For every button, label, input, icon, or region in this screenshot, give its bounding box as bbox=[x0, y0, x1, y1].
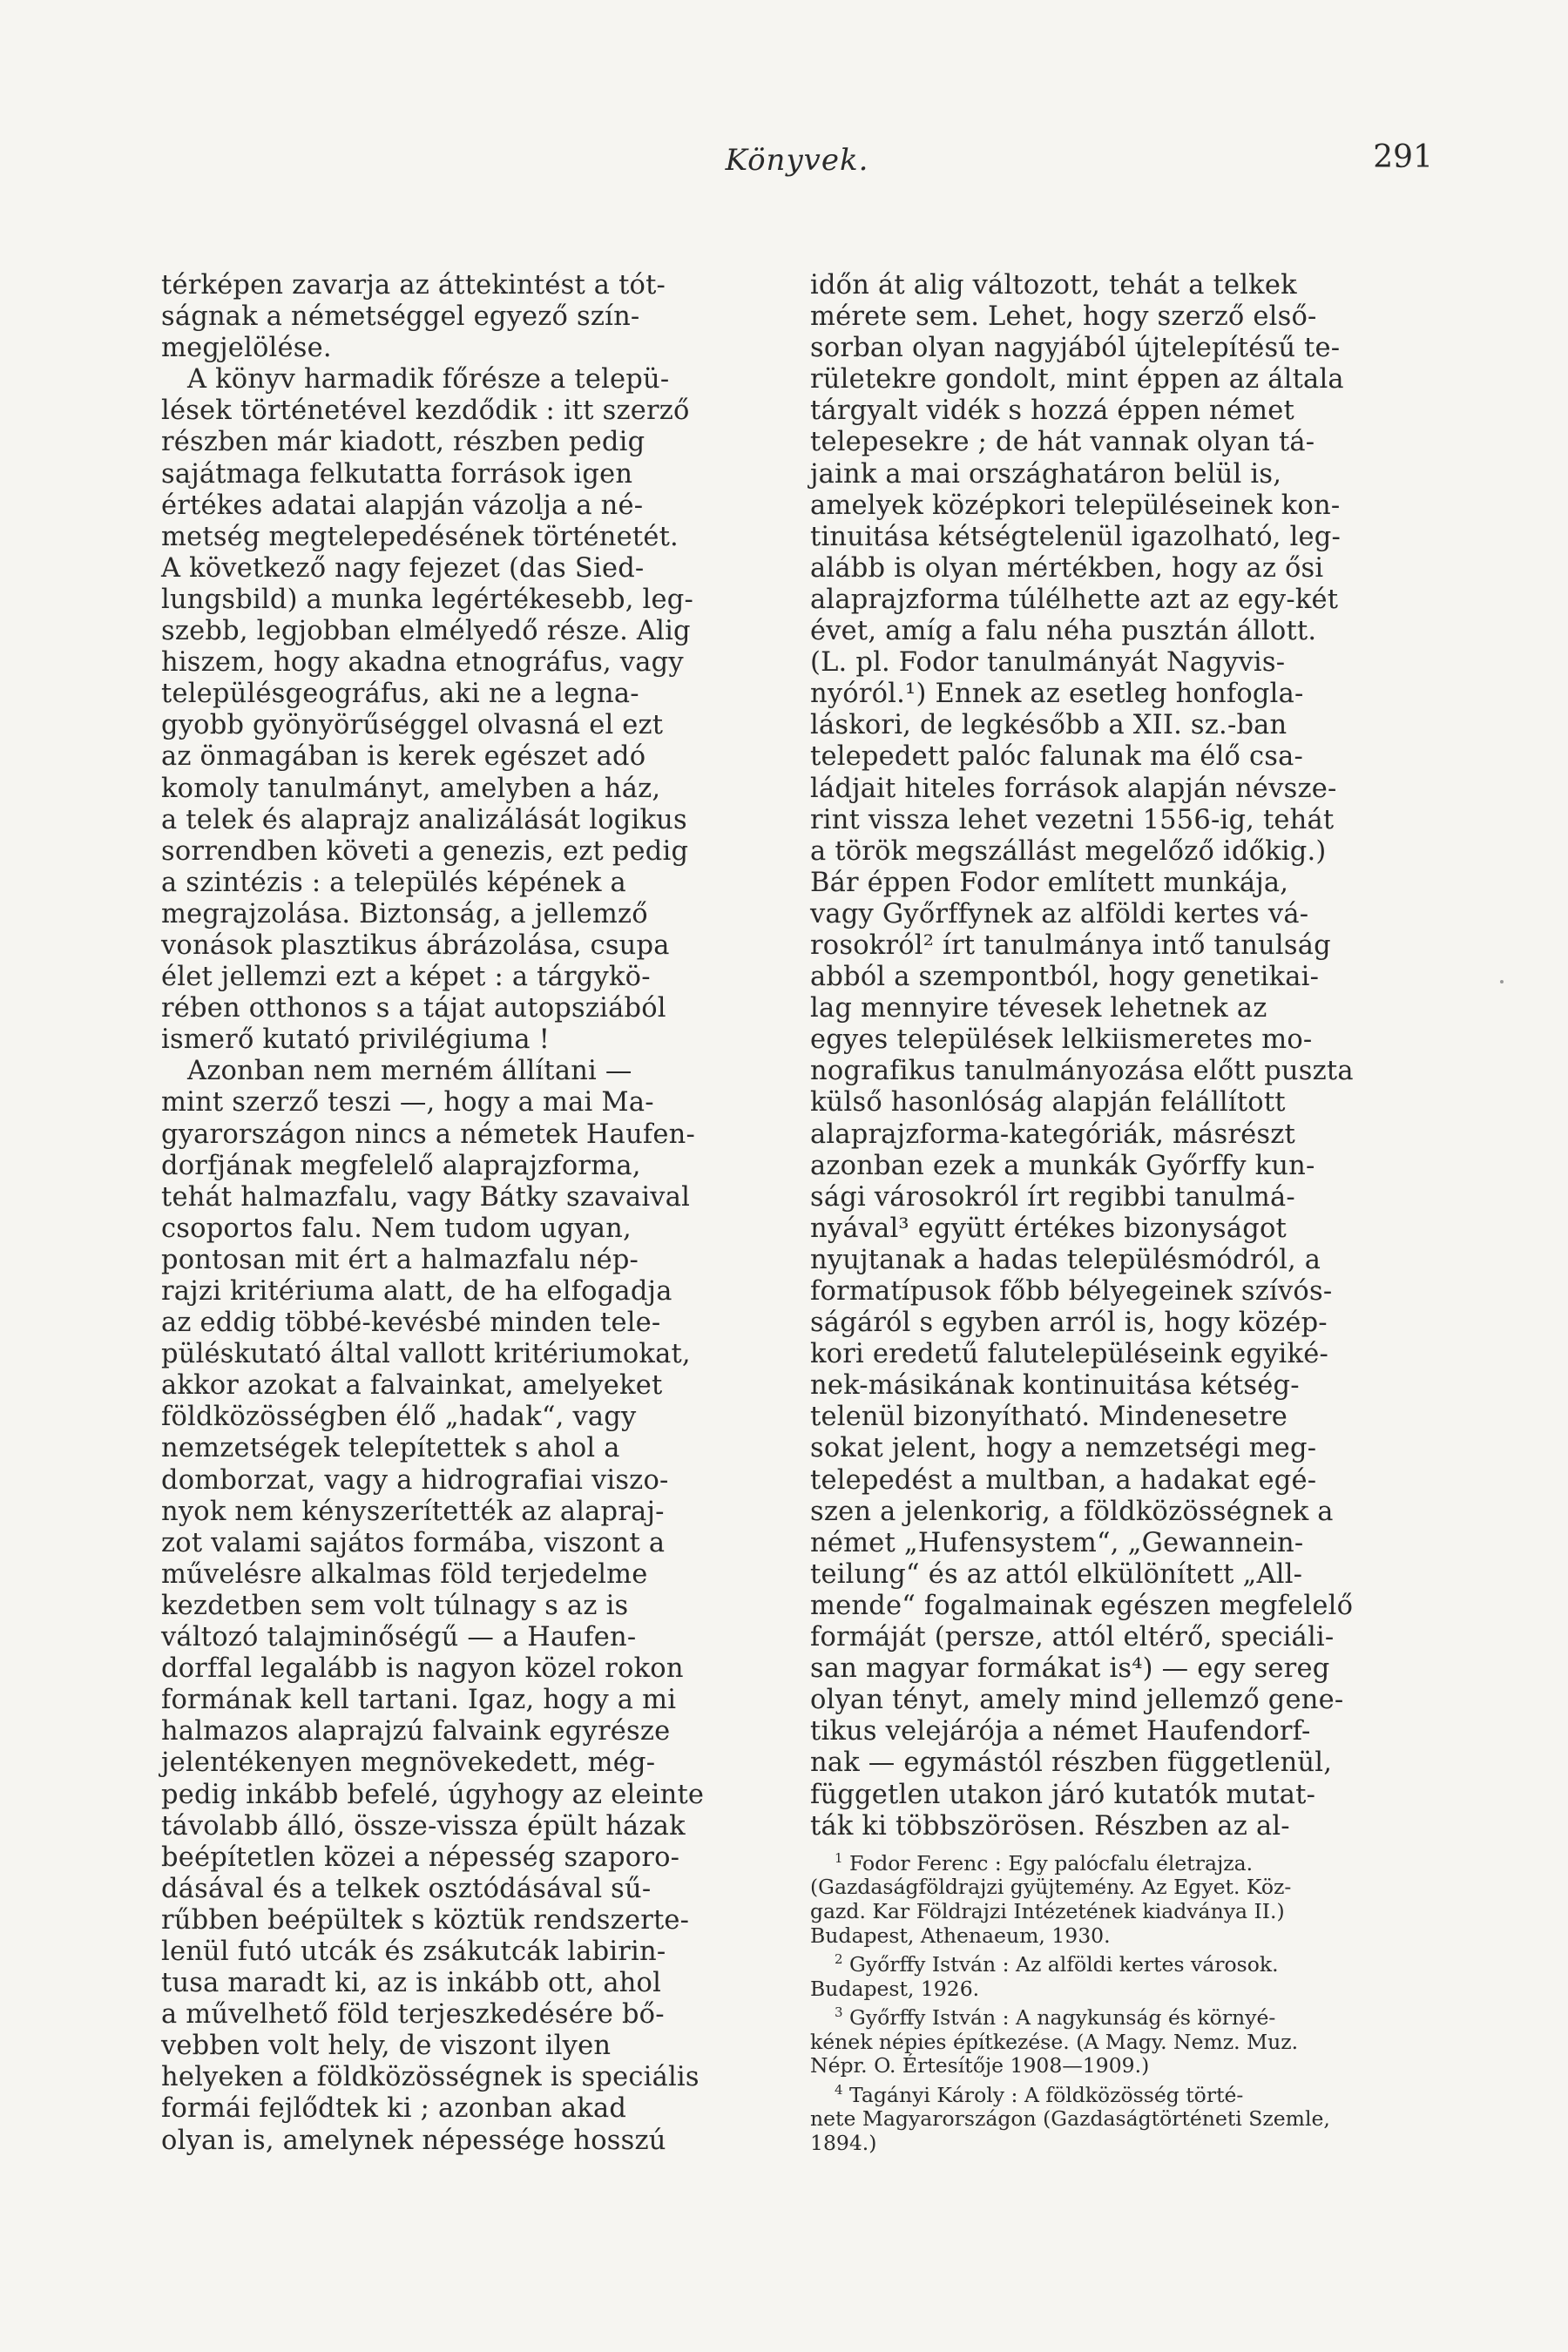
paragraph: térképen zavarja az áttekintést a tót- ságnak a németséggel egyező szín- megjelölése. bbox=[161, 270, 666, 364]
footnote-text: Győrffy István : A nagykunság és környé- kének népies építkezése. (A Magy. Nemz. Muz. Népr. O. Értesítője 1908—1909.) bbox=[810, 2005, 1299, 2078]
footnotes bbox=[810, 1847, 1433, 2155]
footnote-text: Tagányi Károly : A földközösség törté- nete Magyarországon (Gazdaságtörténeti Szemle, 1894.) bbox=[810, 2082, 1330, 2155]
footnote bbox=[810, 2001, 1433, 2078]
footnote-mark: 1 bbox=[835, 1850, 843, 1866]
paragraph: időn át alig változott, tehát a telkek mérete sem. Lehet, hogy szerző első- sorban olyan nagyjából újtelepítésű te- rületekre gondolt, mint éppen az általa tárgyalt vidék s hozzá éppen német telepesekre ; de hát vannak olyan tá- jaink a mai országhatáron belül is, amelyek középkori településeinek kon- tinuitása kétségtelenül igazolható, leg- alább is olyan mértékben, hogy az ősi alaprajzforma túlélhette azt az egy-két évet, amíg a falu néha pusztán állott. (L. pl. Fodor tanulmányát Nagyvis- nyóról.¹) Ennek az esetleg honfogla- láskori, de legkésőbb a XII. sz.-ban telepedett palóc falunak ma élő csa- ládjait hiteles források alapján névsze- rint vissza lehet vezetni 1556-ig, tehát a török megszállást megelőző időkig.) Bár éppen Fodor említett munkája, vagy Győrffynek az alföldi kertes vá- rosokról² írt tanulmánya intő tanulság abból a szempontból, hogy genetikai- lag mennyire tévesek lehetnek az egyes települések lelkiismeretes mo- nografikus tanulmányozása előtt puszta külső hasonlóság alapján felállított alaprajzforma-kategóriák, másrészt azonban ezek a munkák Győrffy kun- sági városokról írt regibbi tanulmá- nyával³ együtt értékes bizonyságot nyujtanak a hadas településmódról, a formatípusok főbb bélyegeinek szívós- ságáról s egyben arról is, hogy közép- kori eredetű falutelepüléseink egyiké- nek-másikának kontinuitása kétség- telenül bizonyítható. Mindenesetre sokat jelent, hogy a nemzetségi meg- telepedést a multban, a hadakat egé- szen a jelenkorig, a földközösségnek a német „Hufensystem“, „Gewannein- teilung“ és az attól elkülönített „All- mende“ fogalmainak egészen megfelelő formáját (persze, attól eltérő, speciáli- san magyar formákat is⁴) — egy sereg olyan tényt, amely mind jellemző gene- tikus velejárója a német Haufendorf- nak — egymástól részben függetlenül, független utakon járó kutatók mutat- ták ki többszörösen. Részben az al- bbox=[810, 270, 1354, 1842]
footnote-text: Győrffy István : Az alföldi kertes városok. Budapest, 1926. bbox=[810, 1952, 1279, 2001]
left-column bbox=[161, 270, 775, 2157]
footnote-text: Fodor Ferenc : Egy palócfalu életrajza. (Gazdaságföldrajzi gyüjtemény. Az Egyet. Köz- gazd. Kar Földrajzi Intézetének kiadványa II.) Budapest, Athenaeum, 1930. bbox=[810, 1850, 1292, 1948]
paragraph: A könyv harmadik főrésze a telepü- lések történetével kezdődik : itt szerző részben már kiadott, részben pedig sajátmaga felkutatta források igen értékes adatai alapján vázolja a né- metség megtelepedésének történetét. A következő nagy fejezet (das Sied- lungsbild) a munka legértékesebb, leg- szebb, legjobban elmélyedő része. Alig hiszem, hogy akadna etnográfus, vagy településgeográfus, aki ne a legna- gyobb gyönyörűséggel olvasná el ezt az önmagában is kerek egészet adó komoly tanulmányt, amelyben a ház, a telek és alaprajz analizálását logikus sorrendben követi a genezis, ezt pedig a szintézis : a település képének a megrajzolása. Biztonság, a jellemző vonások plasztikus ábrázolása, csupa élet jellemzi ezt a képet : a tárgykö- rében otthonos s a tájat autopsziából ismerő kutató privilégiuma ! bbox=[161, 364, 693, 1056]
footnote bbox=[810, 1948, 1433, 2001]
running-title: Könyvek. bbox=[725, 143, 869, 178]
footnote bbox=[810, 2078, 1433, 2156]
page-number: 291 bbox=[1373, 139, 1433, 175]
print-speck bbox=[1500, 980, 1504, 983]
running-head bbox=[161, 139, 1433, 192]
footnote-mark: 2 bbox=[835, 1951, 843, 1968]
footnote bbox=[810, 1847, 1433, 1948]
footnote-mark: 3 bbox=[835, 2004, 843, 2021]
paragraph: Azonban nem merném állítani — mint szerző teszi —, hogy a mai Ma- gyarországon nincs a németek Haufen- dorfjának megfelelő alaprajzforma, tehát halmazfalu, vagy Bátky szavaival csoportos falu. Nem tudom ugyan, pontosan mit ért a halmazfalu nép- rajzi kritériuma alatt, de ha elfogadja az eddig többé-kevésbé minden tele- püléskutató által vallott kritériumokat, akkor azokat a falvainkat, amelyeket földközösségben élő „hadak“, vagy nemzetségek telepítettek s ahol a domborzat, vagy a hidrografiai viszo- nyok nem kényszerítették az alapraj- zot valami sajátos formába, viszont a művelésre alkalmas föld terjedelme kezdetben sem volt túlnagy s az is változó talajminőségű — a Haufen- dorffal legalább is nagyon közel rokon formának kell tartani. Igaz, hogy a mi halmazos alaprajzú falvaink egyrésze jelentékenyen megnövekedett, még- pedig inkább befelé, úgyhogy az eleinte távolabb álló, össze-vissza épült házak beépítetlen közei a népesség szaporo- dásával és a telkek osztódásával sű- rűbben beépültek s köztük rendszerte- lenül futó utcák és zsákutcák labirin- tusa maradt ki, az is inkább ott, ahol a művelhető föld terjeszkedésére bő- vebben volt hely, de viszont ilyen helyeken a földközösségnek is speciális formái fejlődtek ki ; azonban akad olyan is, amelynek népessége hosszú bbox=[161, 1056, 705, 2156]
right-column bbox=[810, 270, 1433, 1842]
footnote-mark: 4 bbox=[835, 2081, 843, 2098]
